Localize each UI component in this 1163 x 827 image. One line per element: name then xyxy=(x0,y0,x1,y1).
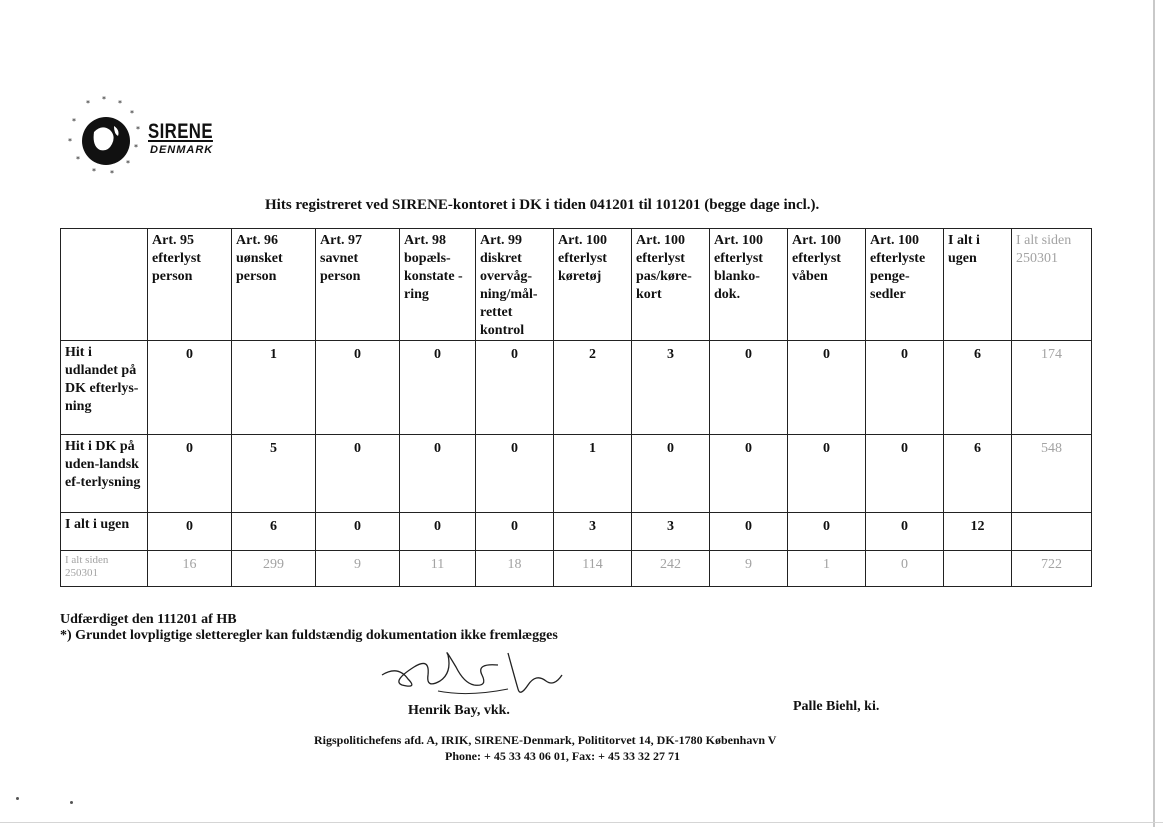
table-cell: 3 xyxy=(632,341,710,435)
table-cell: 1 xyxy=(788,551,866,587)
table-cell: 11 xyxy=(400,551,476,587)
svg-text:*: * xyxy=(86,99,90,108)
table-cell: 6 xyxy=(944,435,1012,513)
table-cell: 9 xyxy=(316,551,400,587)
table-cell: 174 xyxy=(1012,341,1092,435)
scan-speck xyxy=(16,797,19,800)
header-cell: Art. 100 efterlyst blanko-dok. xyxy=(710,229,788,341)
globe-stars-icon xyxy=(64,96,148,186)
table-cell xyxy=(944,551,1012,587)
table-row xyxy=(61,435,1092,513)
row-label: I alt siden 250301 xyxy=(61,551,148,587)
header-cell: Art. 100 efterlyst køretøj xyxy=(554,229,632,341)
header-cell: Art. 97 savnet person xyxy=(316,229,400,341)
table-cell: 722 xyxy=(1012,551,1092,587)
phone-line: Phone: + 45 33 43 06 01, Fax: + 45 33 32 27 71 xyxy=(445,749,681,763)
table-cell: 0 xyxy=(400,341,476,435)
row-label: Hit i udlandet på DK efterlys-ning xyxy=(61,341,148,435)
header-cell: I alt siden 250301 xyxy=(1012,229,1092,341)
table-cell: 0 xyxy=(400,435,476,513)
svg-text:*: * xyxy=(92,167,96,176)
table-cell: 1 xyxy=(232,341,316,435)
table-cell: 1 xyxy=(554,435,632,513)
table-cell: 0 xyxy=(148,435,232,513)
table-cell: 0 xyxy=(788,513,866,551)
svg-text:*: * xyxy=(68,137,72,146)
svg-text:*: * xyxy=(72,117,76,126)
row-label: Hit i DK på uden-landsk ef-terlysning xyxy=(61,435,148,513)
table-cell: 0 xyxy=(710,341,788,435)
table-cell: 18 xyxy=(476,551,554,587)
table-cell: 0 xyxy=(710,435,788,513)
table-cell: 0 xyxy=(316,341,400,435)
logo-wordmark: SIRENE xyxy=(148,120,213,143)
table-cell: 0 xyxy=(788,341,866,435)
table-cell: 3 xyxy=(632,513,710,551)
svg-text:*: * xyxy=(76,155,80,164)
document-title: Hits registreret ved SIRENE-kontoret i DK i tiden 041201 til 101201 (begge dage incl.). xyxy=(265,197,820,213)
table-cell: 114 xyxy=(554,551,632,587)
table-cell: 0 xyxy=(866,551,944,587)
svg-text:*: * xyxy=(130,109,134,118)
scan-page-edge xyxy=(1153,0,1155,827)
table-cell: 0 xyxy=(710,513,788,551)
header-cell: I alt i ugen xyxy=(944,229,1012,341)
table-cell: 0 xyxy=(148,341,232,435)
sirene-logo xyxy=(64,96,244,186)
header-cell: Art. 100 efterlyste penge-sedler xyxy=(866,229,944,341)
svg-text:*: * xyxy=(136,125,140,134)
table-cell: 0 xyxy=(476,341,554,435)
header-cell: Art. 99 diskret overvåg-ning/mål-rettet kontrol xyxy=(476,229,554,341)
table-cell: 242 xyxy=(632,551,710,587)
table-cell: 0 xyxy=(316,513,400,551)
header-cell: Art. 100 efterlyst våben xyxy=(788,229,866,341)
table-cell: 12 xyxy=(944,513,1012,551)
header-cell: Art. 98 bopæls-konstate -ring xyxy=(400,229,476,341)
table-row xyxy=(61,513,1092,551)
deletion-rules-note: *) Grundet lovpligtige sletteregler kan fuldstændig dokumentation ikke fremlægges xyxy=(60,628,558,643)
table-cell: 5 xyxy=(232,435,316,513)
table-row xyxy=(61,341,1092,435)
header-cell: Art. 96 uønsket person xyxy=(232,229,316,341)
table-cell: 0 xyxy=(788,435,866,513)
table-cell: 0 xyxy=(316,435,400,513)
signature-name-right: Palle Biehl, ki. xyxy=(793,699,880,714)
table-cell: 2 xyxy=(554,341,632,435)
row-label: I alt i ugen xyxy=(61,513,148,551)
table-cell: 9 xyxy=(710,551,788,587)
table-cell: 6 xyxy=(944,341,1012,435)
table-cell xyxy=(1012,513,1092,551)
signature-name-left: Henrik Bay, vkk. xyxy=(408,703,510,718)
table-cell: 0 xyxy=(148,513,232,551)
header-cell: Art. 100 efterlyst pas/køre-kort xyxy=(632,229,710,341)
prepared-note: Udfærdiget den 111201 af HB xyxy=(60,612,237,627)
svg-text:*: * xyxy=(134,143,138,152)
svg-text:*: * xyxy=(110,169,114,178)
table-cell: 299 xyxy=(232,551,316,587)
scan-speck xyxy=(70,801,73,804)
header-row xyxy=(61,229,1092,341)
table-cell: 0 xyxy=(632,435,710,513)
table-cell: 0 xyxy=(476,513,554,551)
address-line: Rigspolitichefens afd. A, IRIK, SIRENE-Denmark, Polititorvet 14, DK-1780 København V xyxy=(314,733,777,747)
table-cell: 0 xyxy=(866,341,944,435)
table-cell: 0 xyxy=(400,513,476,551)
header-cell: Art. 95 efterlyst person xyxy=(148,229,232,341)
table-row xyxy=(61,551,1092,587)
logo-subtitle: DENMARK xyxy=(150,144,214,156)
scan-bottom-edge xyxy=(0,822,1163,823)
table-cell: 6 xyxy=(232,513,316,551)
table-cell: 0 xyxy=(476,435,554,513)
header-cell xyxy=(61,229,148,341)
table-cell: 0 xyxy=(866,435,944,513)
table-cell: 0 xyxy=(866,513,944,551)
svg-text:*: * xyxy=(126,159,130,168)
table-cell: 16 xyxy=(148,551,232,587)
table-cell: 3 xyxy=(554,513,632,551)
svg-text:*: * xyxy=(118,99,122,108)
table-cell: 548 xyxy=(1012,435,1092,513)
hits-table xyxy=(60,228,1092,587)
svg-text:*: * xyxy=(102,96,106,104)
